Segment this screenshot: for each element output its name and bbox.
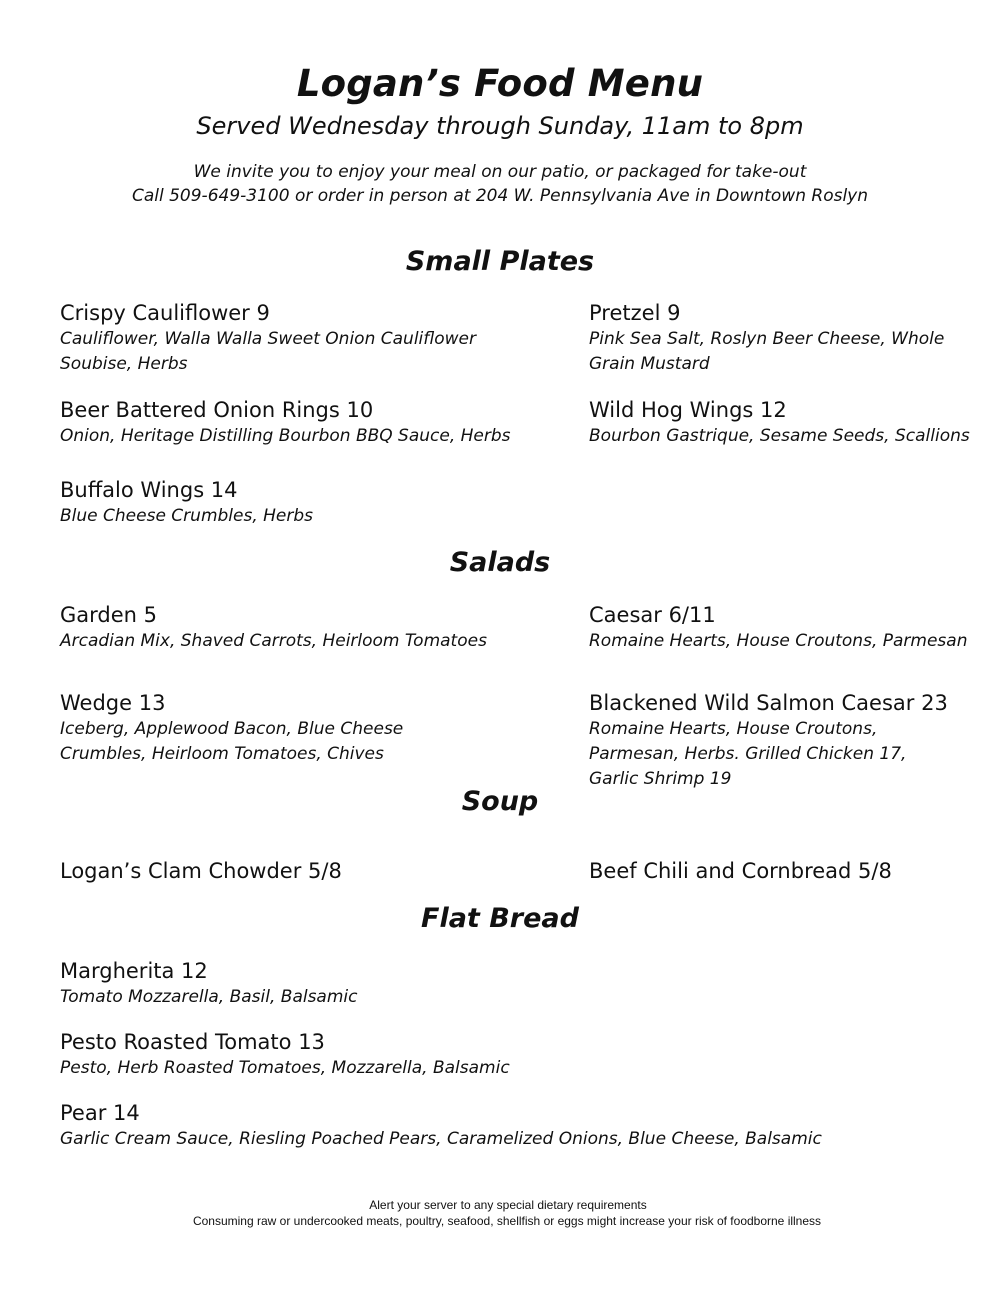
item-name: Logan’s Clam Chowder 5/8 (60, 859, 342, 883)
footer-food-safety-note: Consuming raw or undercooked meats, poultry, seafood, shellfish or eggs might increase your risk of foodborne illness (192, 1214, 822, 1228)
menu-title: Logan’s Food Menu (296, 62, 704, 105)
item-name: Caesar 6/11 (589, 603, 716, 627)
menu-item (589, 689, 961, 792)
item-name: Beer Battered Onion Rings 10 (60, 398, 374, 422)
item-description: Iceberg, Applewood Bacon, Blue Cheese Crumbles, Heirloom Tomatoes, Chives (60, 719, 404, 764)
menu-subtitle: Served Wednesday through Sunday, 11am to 8pm (196, 112, 804, 140)
menu-item (60, 601, 560, 654)
menu-item (60, 396, 560, 449)
item-description: Onion, Heritage Distilling Bourbon BBQ Sauce, Herbs (60, 426, 511, 446)
intro-line-2: Call 509-649-3100 or order in person at 204 W. Pennsylvania Ave in Downtown Roslyn (131, 186, 869, 206)
item-description: Bourbon Gastrique, Sesame Seeds, Scallions (589, 426, 970, 446)
item-name: Wild Hog Wings 12 (589, 398, 787, 422)
menu-item (589, 396, 989, 449)
item-name: Crispy Cauliflower 9 (60, 301, 270, 325)
menu-item (60, 957, 820, 1010)
menu-item (589, 857, 989, 885)
item-name: Wedge 13 (60, 691, 166, 715)
menu-item (60, 857, 480, 885)
menu-item (589, 299, 949, 377)
item-name: Beef Chili and Cornbread 5/8 (589, 859, 892, 883)
item-description: Romaine Hearts, House Croutons, Parmesan (589, 631, 968, 651)
item-description: Pink Sea Salt, Roslyn Beer Cheese, Whole Grain Mustard (589, 329, 945, 374)
section-title-soup: Soup (461, 786, 539, 817)
item-description: Romaine Hearts, House Croutons, Parmesan, Herbs. Grilled Chicken 17, Garlic Shrimp 19 (589, 719, 907, 789)
item-description: Tomato Mozzarella, Basil, Balsamic (60, 987, 358, 1007)
item-description: Cauliflower, Walla Walla Sweet Onion Cauliflower Soubise, Herbs (60, 329, 477, 374)
item-name: Pear 14 (60, 1101, 140, 1125)
menu-item (60, 476, 480, 529)
footer-dietary-note: Alert your server to any special dietary requirements (369, 1198, 647, 1212)
menu-item (60, 689, 470, 767)
item-name: Pretzel 9 (589, 301, 681, 325)
intro-line-1: We invite you to enjoy your meal on our patio, or packaged for take-out (193, 162, 807, 182)
section-title-salads: Salads (449, 547, 551, 578)
item-name: Pesto Roasted Tomato 13 (60, 1030, 325, 1054)
item-description: Blue Cheese Crumbles, Herbs (60, 506, 314, 526)
item-description: Arcadian Mix, Shaved Carrots, Heirloom Tomatoes (60, 631, 487, 651)
section-title-flat-bread: Flat Bread (421, 903, 579, 934)
menu-item (589, 601, 989, 654)
item-name: Buffalo Wings 14 (60, 478, 238, 502)
item-description: Pesto, Herb Roasted Tomatoes, Mozzarella, Balsamic (60, 1058, 510, 1078)
item-description: Garlic Cream Sauce, Riesling Poached Pears, Caramelized Onions, Blue Cheese, Balsamic (60, 1129, 822, 1149)
menu-item (60, 1099, 960, 1152)
item-name: Garden 5 (60, 603, 158, 627)
item-name: Blackened Wild Salmon Caesar 23 (589, 691, 948, 715)
section-title-small-plates: Small Plates (405, 246, 595, 277)
menu-item (60, 299, 480, 377)
item-name: Margherita 12 (60, 959, 208, 983)
menu-item (60, 1028, 820, 1081)
